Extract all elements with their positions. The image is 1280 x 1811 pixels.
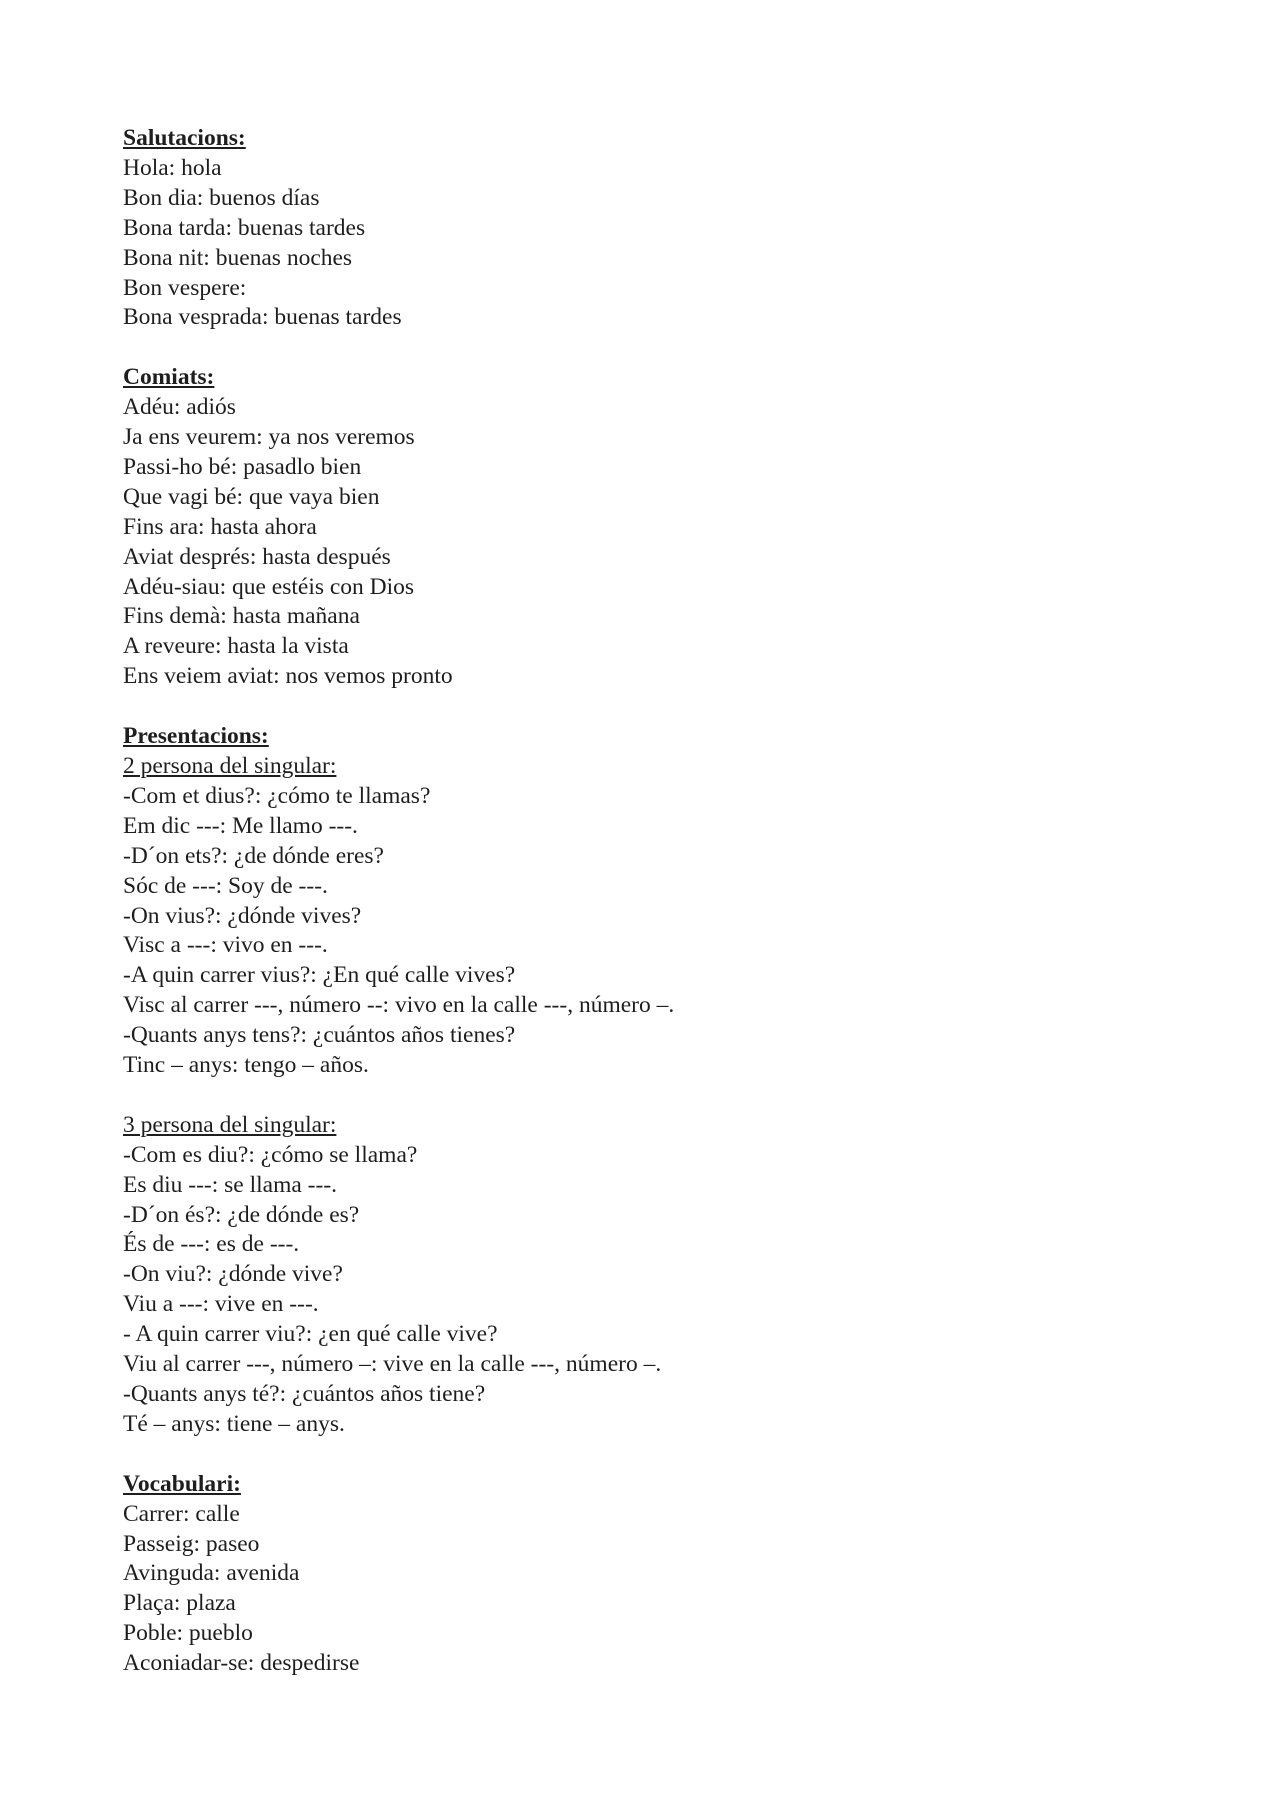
section-vocabulari [123, 1470, 1280, 1679]
text-line: -D´on és?: ¿de dónde es? [123, 1201, 360, 1228]
section-salutacions [123, 124, 1280, 333]
text-line: -On vius?: ¿dónde vives? [123, 902, 362, 929]
text-line: Aconiadar-se: despedirse [123, 1650, 360, 1677]
text-line: Es diu ---: se llama ---. [123, 1171, 338, 1198]
text-line: Passi-ho bé: pasadlo bien [123, 453, 362, 480]
blank-line [123, 333, 1280, 363]
text-line: Plaça: plaza [123, 1590, 236, 1617]
text-line: Tinc – anys: tengo – años. [123, 1052, 369, 1079]
section-heading: Comiats: [123, 364, 215, 391]
text-line: -A quin carrer vius?: ¿En qué calle vives? [123, 962, 516, 989]
text-line: - A quin carrer viu?: ¿en qué calle vive? [123, 1321, 498, 1348]
text-line: -D´on ets?: ¿de dónde eres? [123, 842, 384, 869]
text-line: -Quants anys té?: ¿cuántos años tiene? [123, 1381, 486, 1408]
text-line: Em dic ---: Me llamo ---. [123, 812, 358, 839]
text-line: Poble: pueblo [123, 1620, 253, 1647]
section-heading: Salutacions: [123, 125, 246, 151]
text-line: Adéu-siau: que estéis con Dios [123, 573, 415, 600]
text-line: Que vagi bé: que vaya bien [123, 483, 380, 510]
text-line: Viu al carrer ---, número –: vive en la calle ---, número –. [123, 1351, 662, 1378]
text-line: Visc a ---: vivo en ---. [123, 932, 328, 959]
text-line: Viu a ---: vive en ---. [123, 1291, 319, 1318]
text-line: Bon dia: buenos días [123, 184, 320, 211]
text-line: A reveure: hasta la vista [123, 633, 349, 660]
text-line: Carrer: calle [123, 1500, 240, 1527]
text-line: Visc al carrer ---, número --: vivo en la calle ---, número –. [123, 992, 675, 1019]
text-line: Adéu: adiós [123, 394, 236, 421]
section-heading: Presentacions: [123, 723, 269, 750]
text-line: Bona vesprada: buenas tardes [123, 304, 402, 331]
subsection-heading: 2 persona del singular: [123, 753, 337, 779]
section-presentacions [123, 722, 1280, 1440]
text-line: -Com es diu?: ¿cómo se llama? [123, 1141, 418, 1168]
text-line: Hola: hola [123, 154, 222, 181]
text-line: Ja ens veurem: ya nos veremos [123, 424, 415, 451]
text-line: Té – anys: tiene – anys. [123, 1410, 345, 1437]
text-line: És de ---: es de ---. [123, 1231, 300, 1258]
text-line: Fins ara: hasta ahora [123, 513, 317, 540]
text-line: Fins demà: hasta mañana [123, 603, 360, 630]
blank-line [123, 1081, 1280, 1111]
text-line: Bona tarda: buenas tardes [123, 214, 366, 241]
subsection-heading: 3 persona del singular: [123, 1111, 337, 1138]
text-line: Sóc de ---: Soy de ---. [123, 872, 328, 899]
text-line: -On viu?: ¿dónde vive? [123, 1261, 343, 1288]
section-comiats [123, 363, 1280, 692]
text-line: Ens veiem aviat: nos vemos pronto [123, 663, 453, 690]
text-line: Bona nit: buenas noches [123, 244, 353, 271]
text-line: -Com et dius?: ¿cómo te llamas? [123, 782, 431, 809]
text-line: Passeig: paseo [123, 1530, 260, 1557]
text-line: Aviat després: hasta después [123, 543, 391, 570]
blank-line [123, 1440, 1280, 1470]
text-line: Avinguda: avenida [123, 1560, 300, 1587]
text-line: -Quants anys tens?: ¿cuántos años tienes? [123, 1022, 516, 1049]
blank-line [123, 692, 1280, 722]
text-line: Bon vespere: [123, 274, 247, 301]
section-heading: Vocabulari: [123, 1470, 241, 1497]
